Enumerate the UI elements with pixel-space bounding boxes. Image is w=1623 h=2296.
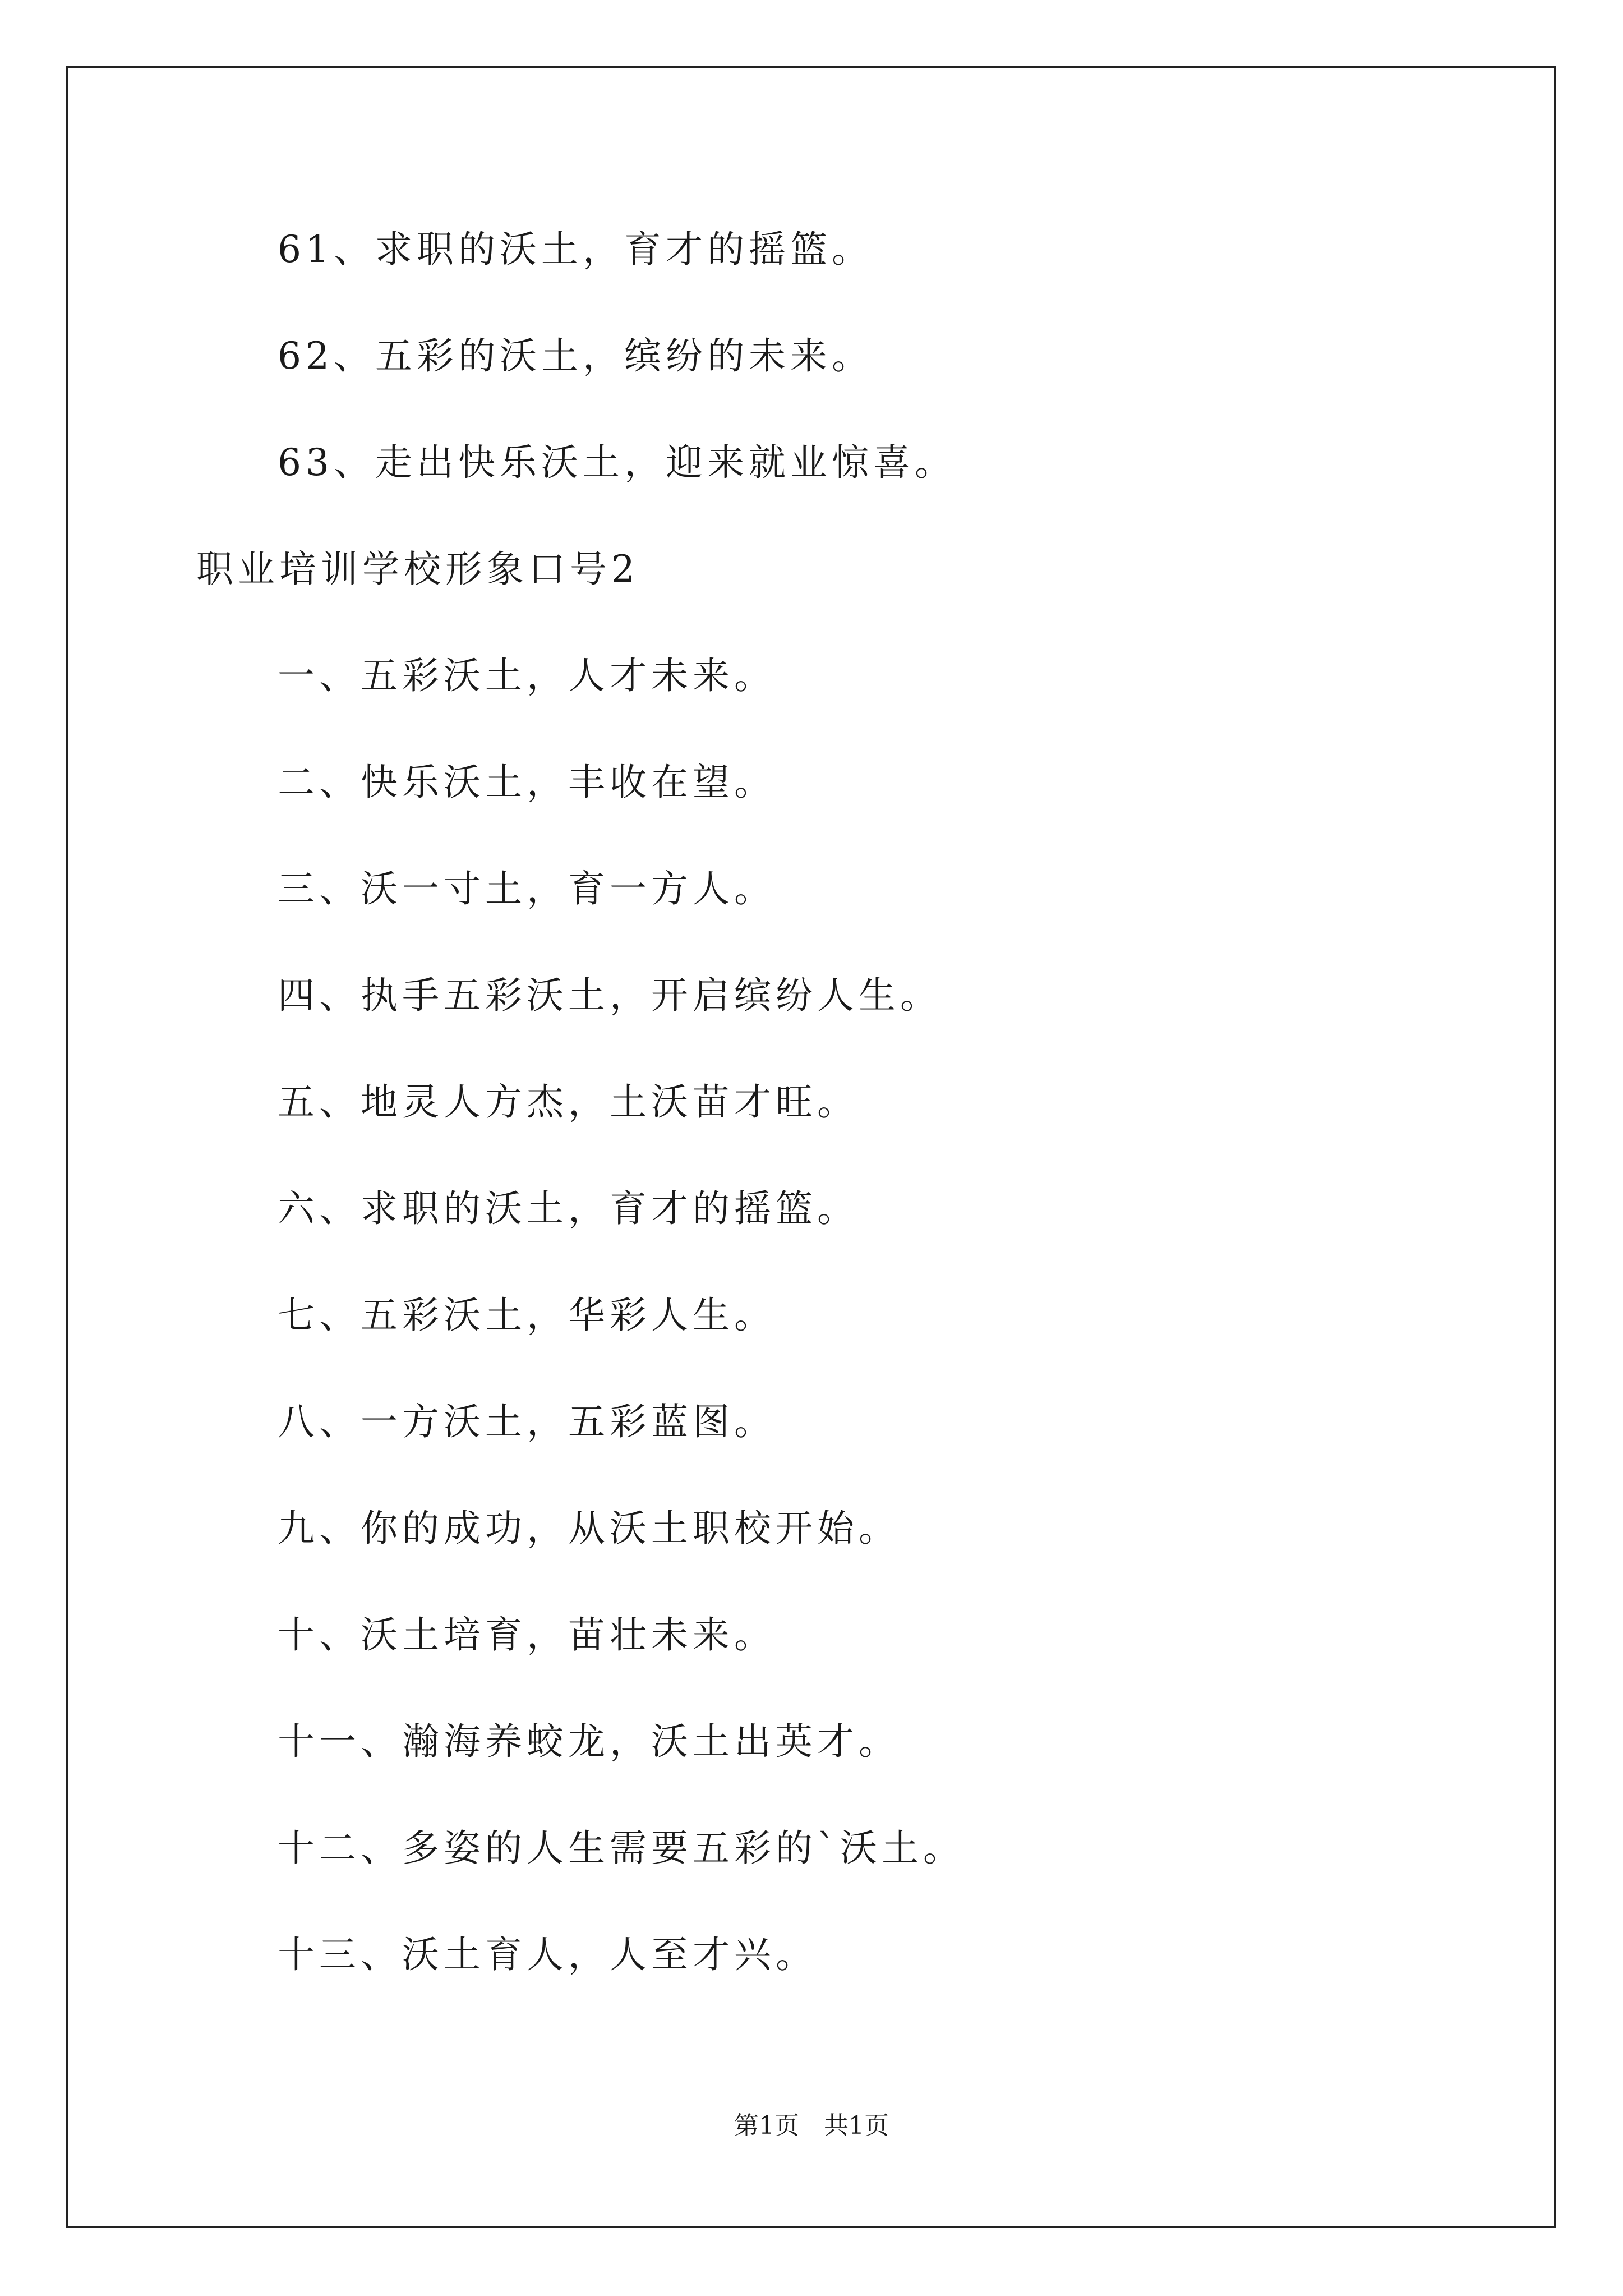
slogan-4: 四、执手五彩沃土，开启缤纷人生。 xyxy=(278,974,942,1017)
slogan-10: 十、沃土培育，苗壮未来。 xyxy=(278,1613,776,1657)
slogan-61: 61、求职的沃土，育才的摇篮。 xyxy=(278,228,873,271)
slogan-9: 九、你的成功，从沃土职校开始。 xyxy=(278,1507,900,1550)
slogan-3: 三、沃一寸土，育一方人。 xyxy=(278,867,776,910)
slogan-13: 十三、沃土育人，人至才兴。 xyxy=(278,1933,817,1976)
slogan-2: 二、快乐沃土，丰收在望。 xyxy=(278,761,776,804)
slogan-12: 十二、多姿的人生需要五彩的`沃土。 xyxy=(278,1826,965,1870)
slogan-6: 六、求职的沃土，育才的摇篮。 xyxy=(278,1187,859,1230)
page-total: 共1页 xyxy=(824,2111,889,2140)
slogan-1: 一、五彩沃土，人才未来。 xyxy=(278,654,776,697)
slogan-5: 五、地灵人方杰，土沃苗才旺。 xyxy=(278,1080,859,1124)
page-number: 第1页 xyxy=(734,2111,799,2140)
slogan-7: 七、五彩沃土，华彩人生。 xyxy=(278,1294,776,1337)
page-footer xyxy=(0,2110,1623,2142)
slogan-63: 63、走出快乐沃土，迎来就业惊喜。 xyxy=(278,441,956,484)
page-frame xyxy=(66,66,1556,2228)
slogan-62: 62、五彩的沃土，缤纷的未来。 xyxy=(278,334,873,378)
section-heading: 职业培训学校形象口号2 xyxy=(196,547,639,591)
slogan-11: 十一、瀚海养蛟龙，沃土出英才。 xyxy=(278,1720,900,1763)
slogan-8: 八、一方沃土，五彩蓝图。 xyxy=(278,1400,776,1443)
